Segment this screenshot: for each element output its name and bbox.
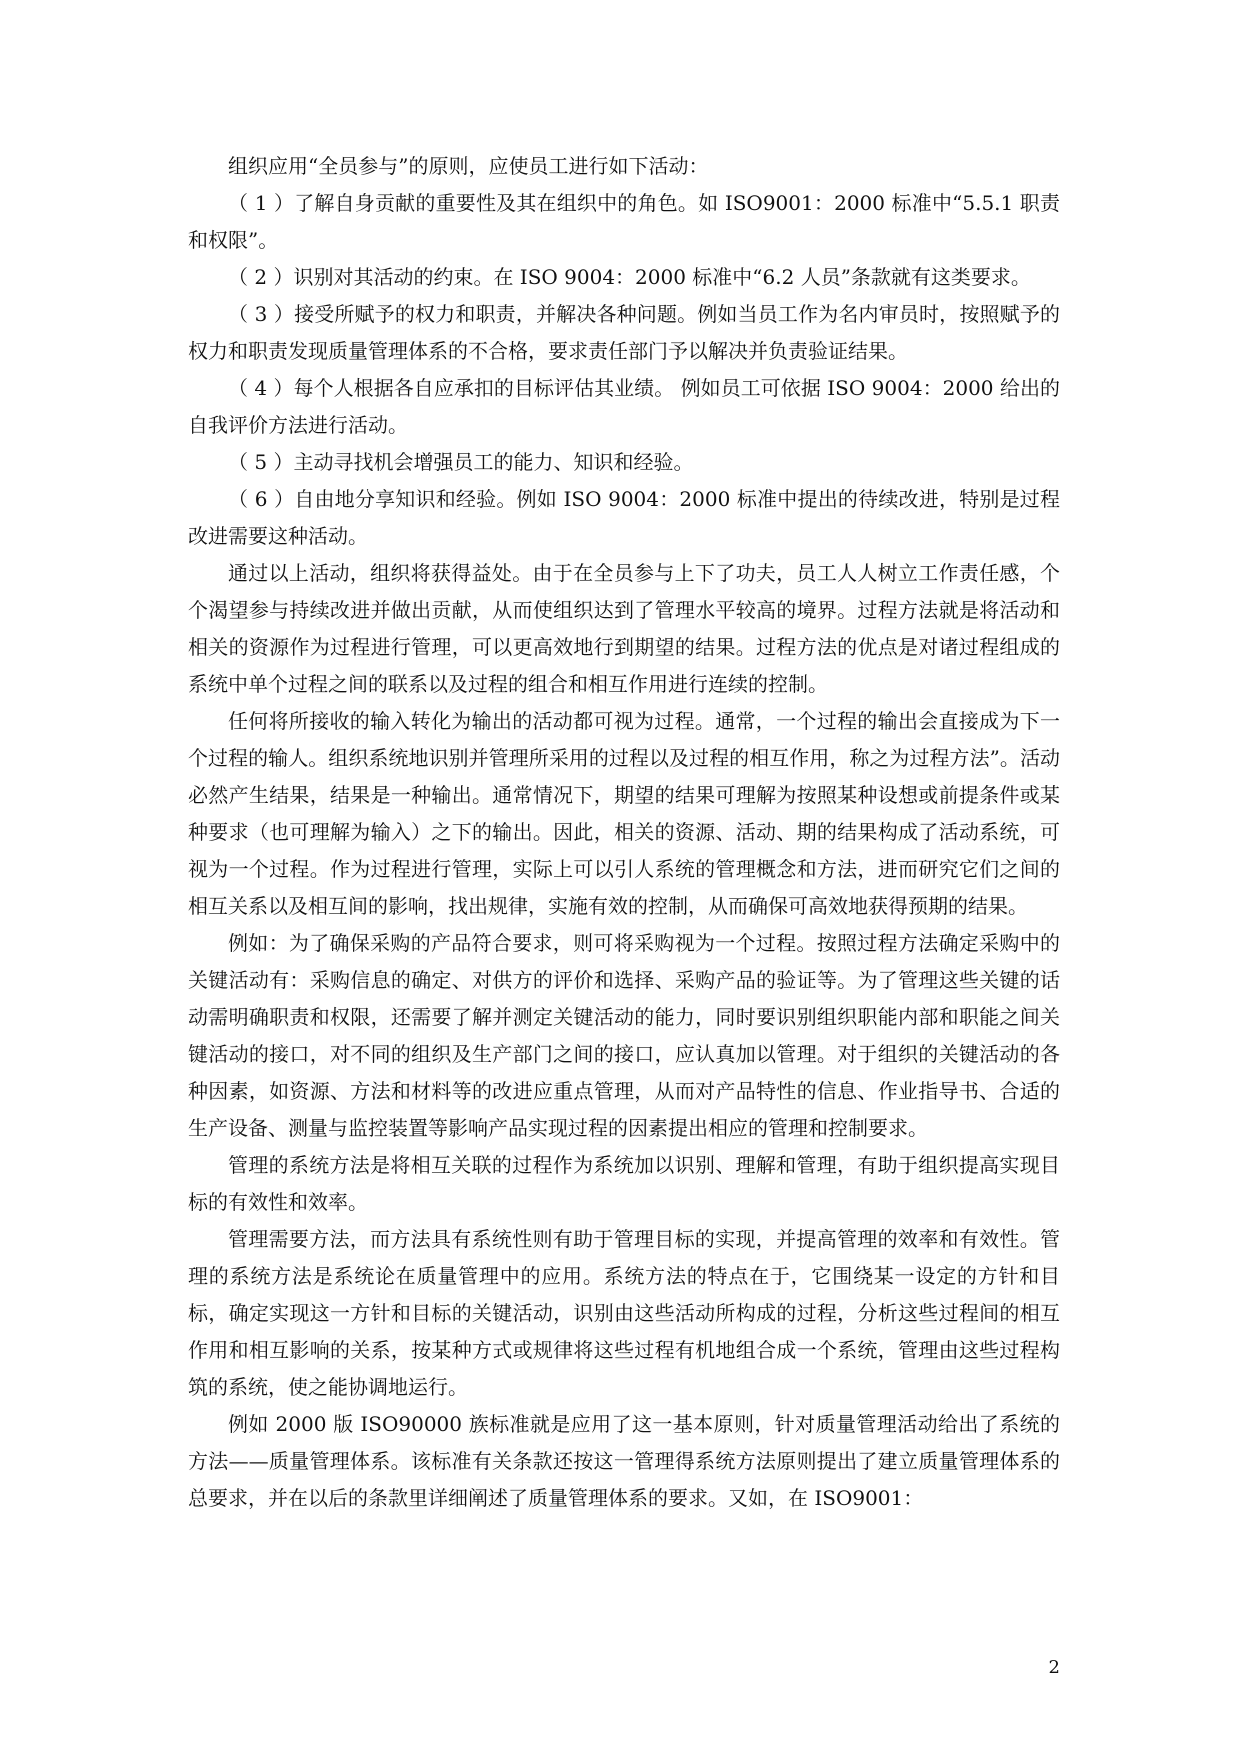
list-item: （ 1 ）了解自身贡献的重要性及其在组织中的角色。如 ISO9001：2000 标准中“5.5.1 职责和权限”。 (188, 191, 1060, 252)
paragraph: 管理需要方法，而方法具有系统性则有助于管理目标的实现，并提高管理的效率和有效性。管理的系统方法是系统论在质量管理中的应用。系统方法的特点在于，它围绕某一设定的方针和目标，确定实现这一方针和目标的关键活动，识别由这些活动所构成的过程，分析这些过程间的相互作用和相互影响的关系，按某种方式或规律将这些过程有机地组合成一个系统，管理由这些过程构筑的系统，使之能协调地运行。 (188, 1227, 1060, 1399)
paragraph: 例如 2000 版 ISO90000 族标准就是应用了这一基本原则，针对质量管理活动给出了系统的方法——质量管理体系。该标准有关条款还按这一管理得系统方法原则提出了建立质量管理体系的总要求，并在以后的条款里详细阐述了质量管理体系的要求。又如，在 ISO9001： (188, 1412, 1060, 1510)
paragraph: 管理的系统方法是将相互关联的过程作为系统加以识别、理解和管理，有助于组织提高实现目标的有效性和效率。 (188, 1153, 1060, 1214)
paragraph: 通过以上活动，组织将获得益处。由于在全员参与上下了功夫，员工人人树立工作责任感，个个渴望参与持续改进并做出贡献，从而使组织达到了管理水平较高的境界。过程方法就是将活动和相关的资源作为过程进行管理，可以更高效地行到期望的结果。过程方法的优点是对诸过程组成的系统中单个过程之间的联系以及过程的组合和相互作用进行连续的控制。 (188, 561, 1060, 696)
list-item: （ 4 ）每个人根据各自应承扣的目标评估其业绩。 例如员工可依据 ISO 9004：2000 给出的自我评价方法进行活动。 (188, 376, 1060, 437)
page-number: 2 (1048, 1657, 1060, 1678)
list-item: （ 3 ）接受所赋予的权力和职责，并解决各种问题。例如当员工作为名内审员时，按照赋予的权力和职责发现质量管理体系的不合格，要求责任部门予以解决并负责验证结果。 (188, 302, 1060, 363)
paragraph: 任何将所接收的输入转化为输出的活动都可视为过程。通常，一个过程的输出会直接成为下一个过程的输人。组织系统地识别并管理所采用的过程以及过程的相互作用，称之为过程方法”。活动必然产生结果，结果是一种输出。通常情况下，期望的结果可理解为按照某种设想或前提条件或某种要求（也可理解为输入）之下的输出。因此，相关的资源、活动、期的结果构成了活动系统，可视为一个过程。作为过程进行管理，实际上可以引人系统的管理概念和方法，进而研究它们之间的相互关系以及相互间的影响，找出规律，实施有效的控制，从而确保可高效地获得预期的结果。 (188, 709, 1060, 918)
list-item: （ 5 ）主动寻找机会增强员工的能力、知识和经验。 (228, 450, 694, 474)
list-item: （ 6 ）自由地分享知识和经验。例如 ISO 9004：2000 标准中提出的待续改进，特别是过程改进需要这种活动。 (188, 487, 1060, 548)
paragraph: 组织应用“全员参与”的原则，应使员工进行如下活动： (228, 154, 709, 178)
document-body (188, 148, 1060, 1517)
paragraph: 例如：为了确保采购的产品符合要求，则可将采购视为一个过程。按照过程方法确定采购中的关键活动有：采购信息的确定、对供方的评价和选择、采购产品的验证等。为了管理这些关键的话动需明确职责和权限，还需要了解并测定关键活动的能力，同时要识别组织职能内部和职能之间关键活动的接口，对不同的组织及生产部门之间的接口，应认真加以管理。对于组织的关键活动的各种因素，如资源、方法和材料等的改进应重点管理，从而对产品特性的信息、作业指导书、合适的生产设备、测量与监控装置等影响产品实现过程的因素提出相应的管理和控制要求。 (188, 931, 1060, 1140)
list-item: （ 2 ）识别对其活动的约束。在 ISO 9004：2000 标准中“6.2 人员”条款就有这类要求。 (228, 265, 1031, 289)
